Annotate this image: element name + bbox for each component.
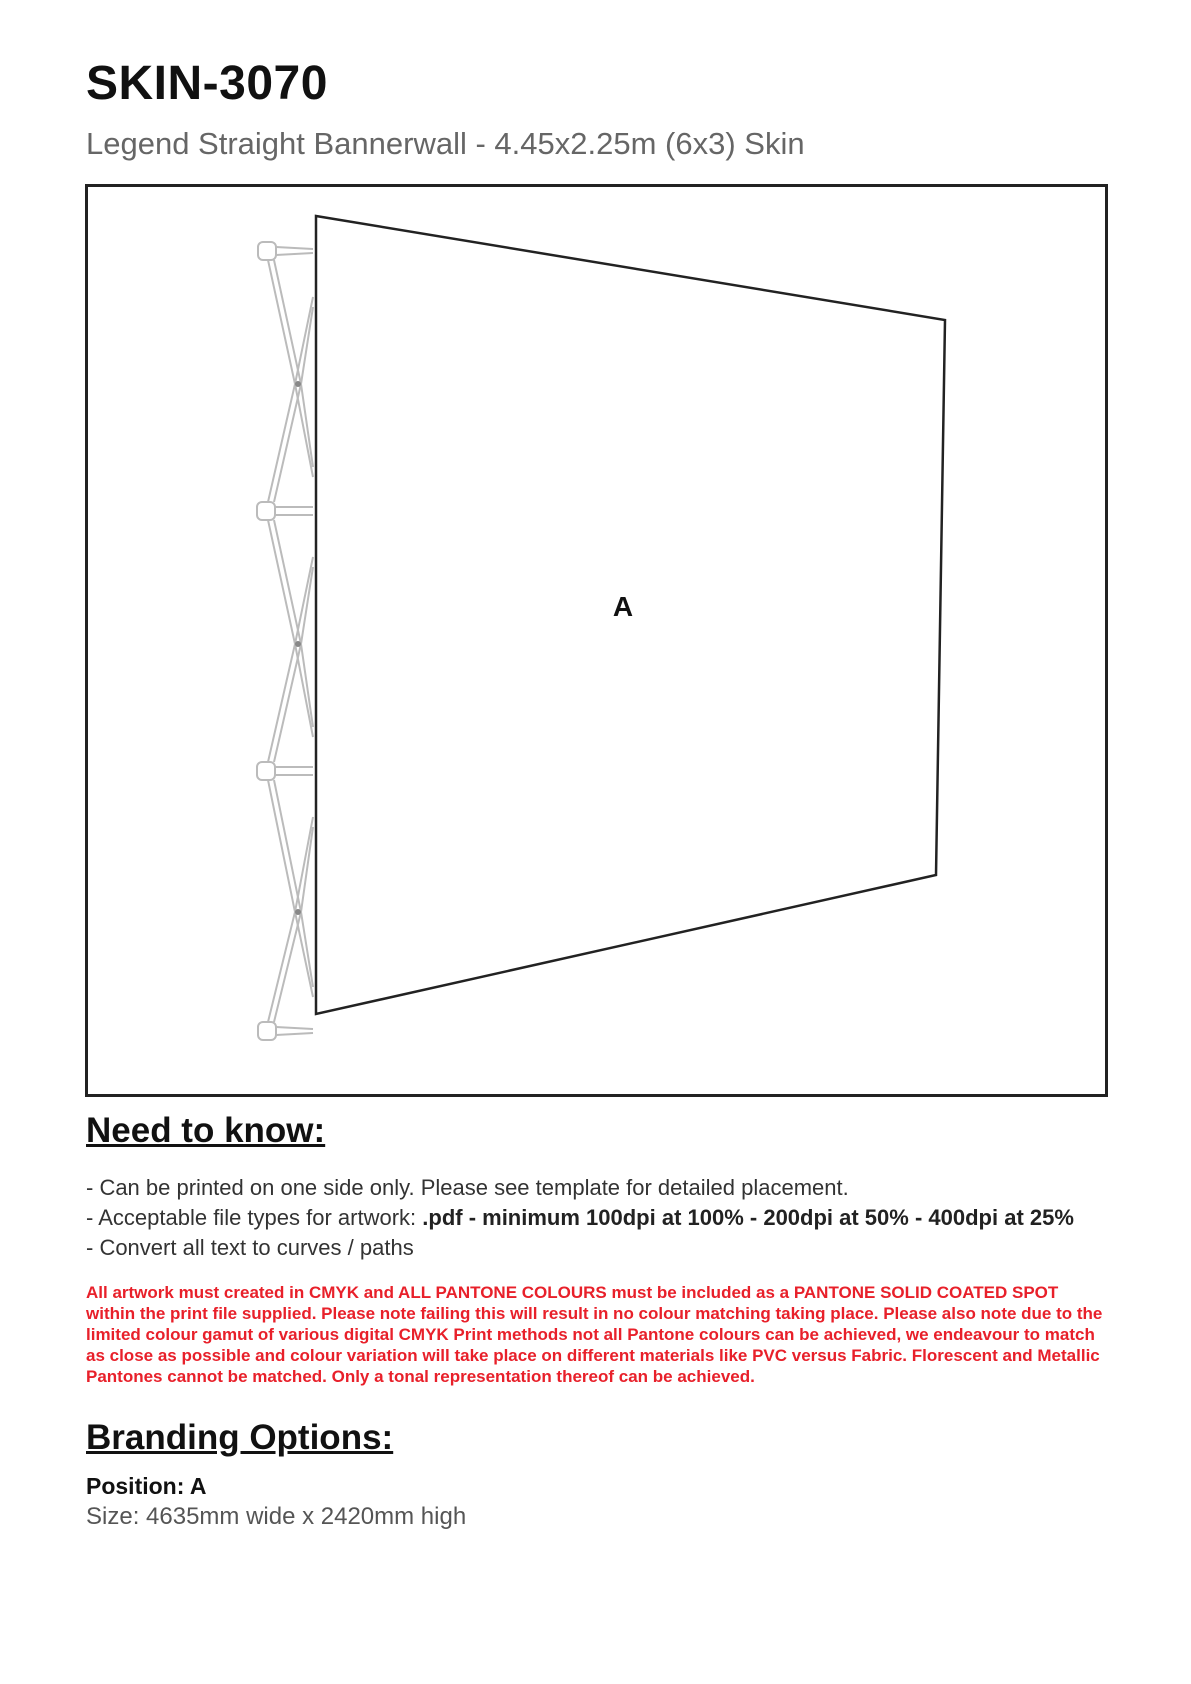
note-line-2-prefix: - Acceptable file types for artwork: <box>86 1205 423 1230</box>
product-code-title: SKIN-3070 <box>86 57 328 110</box>
bannerwall-diagram <box>85 184 1108 1097</box>
note-line-3: - Convert all text to curves / paths <box>86 1235 414 1260</box>
branding-position-label: Position: A <box>86 1473 207 1499</box>
colour-warning-paragraph: All artwork must created in CMYK and ALL PANTONE COLOURS must be included as a PANTONE SOLID COATED SPOT within the print file supplied. Please note failing this will result in no colour matching taking place. Please also note due to the limited colour gamut of various digital CMYK Print methods not all Pantone colours can be achieved, we endeavour to match as close as possible and colour variation will take place on different materials like PVC versus Fabric. Florescent and Metallic Pantones cannot be matched. Only a tonal representation thereof can be achieved. <box>86 1283 1103 1386</box>
note-line-2 <box>86 1205 1074 1231</box>
position-a-label: A <box>612 591 634 622</box>
branding-options-heading: Branding Options: <box>86 1418 394 1457</box>
product-name-subtitle: Legend Straight Bannerwall - 4.45x2.25m (6x3) Skin <box>86 126 805 161</box>
branding-size-text: Size: 4635mm wide x 2420mm high <box>86 1503 467 1530</box>
note-line-1: - Can be printed on one side only. Please see template for detailed placement. <box>86 1175 849 1200</box>
popup-frame-structure <box>257 242 313 1040</box>
need-to-know-heading: Need to know: <box>86 1111 326 1150</box>
note-line-2-file-spec: .pdf - minimum 100dpi at 100% - 200dpi at 50% - 400dpi at 25% <box>422 1205 1074 1230</box>
bannerwall-illustration <box>88 187 1105 1094</box>
